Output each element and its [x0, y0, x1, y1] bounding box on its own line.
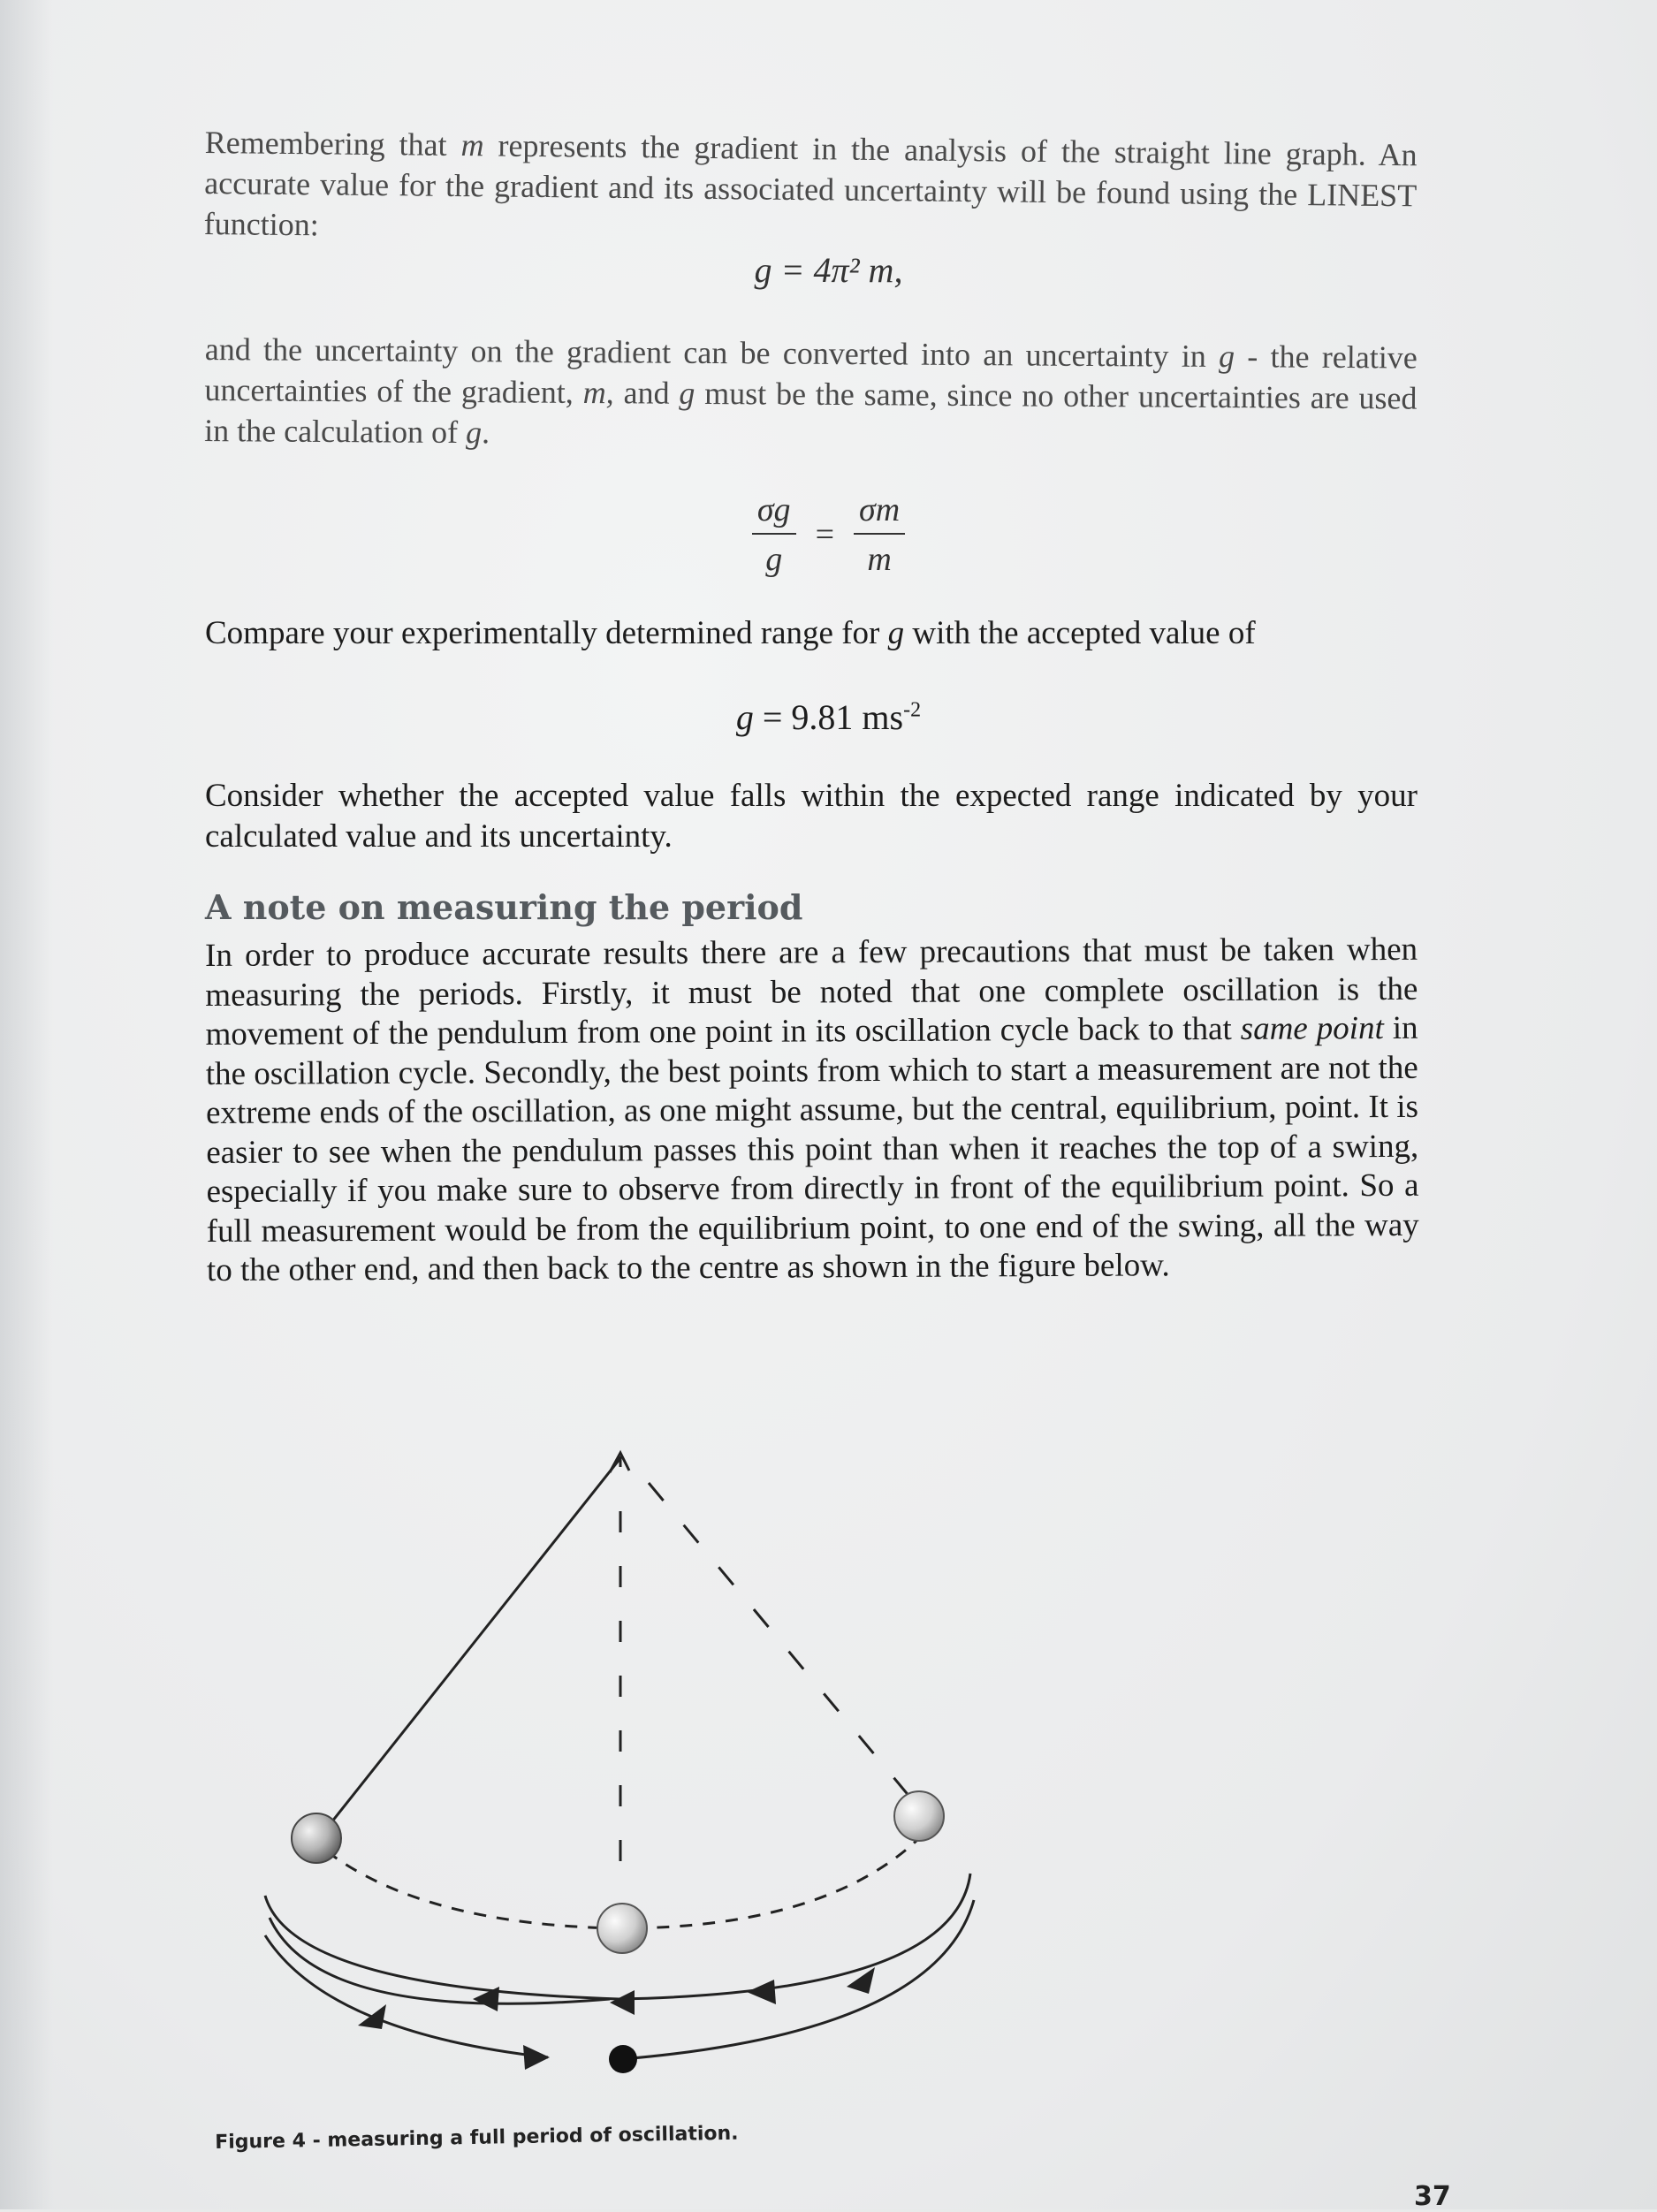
accepted-value-equation: g = 9.81 $ms^{-2}$: [735, 697, 922, 737]
bob-right: [894, 1791, 944, 1841]
start-point-dot: [609, 2045, 637, 2073]
consider-paragraph: Consider whether the accepted value falls within the expected range indicated by your calculated value and its uncertainty.: [205, 778, 1418, 855]
page-number: 37: [1414, 2181, 1451, 2212]
arrowhead-icon: [747, 1980, 776, 2004]
arrowhead-icon: [523, 2045, 550, 2070]
section-heading: A note on measuring the period: [205, 887, 803, 927]
string-left: [322, 1458, 620, 1835]
gravity-equation: g = 4π² m,: [754, 250, 903, 290]
compare-paragraph: Compare your experimentally determined range for g with the accepted value of: [205, 615, 1256, 651]
inner-arc-right: [622, 1900, 974, 2059]
uncertainty-paragraph: and the uncertainty on the gradient can be converted into an uncertainty in g - the relative uncertainties of the gradient, m, and g must be the same, since no other uncertainties are used in the calculation of g.: [204, 331, 1418, 451]
arrowhead-icon: [358, 2004, 386, 2029]
fraction-right: $\frac{\sigma m}{m}$: [854, 490, 905, 579]
bob-center: [597, 1904, 647, 1953]
arrowhead-icon: [610, 1990, 635, 2015]
relative-uncertainty-equation: $\frac{\sigma g}{g}$ = $\frac{\sigma m}{m}$: [0, 488, 1657, 579]
bob-left: [292, 1813, 341, 1863]
string-right: [649, 1483, 919, 1808]
fraction-left: $\frac{\sigma g}{g}$: [752, 490, 796, 579]
figure-caption: Figure 4 - measuring a full period of oscillation.: [215, 2122, 739, 2154]
period-paragraph: In order to produce accurate results there are a few precautions that must be taken when measuring the periods. Firstly, it must be noted that one complete oscillation is the movement of the pendulum from one point in its oscillation cycle back to that same point in the oscillation cycle. Secondly, the best points from which to start a measurement are not the extreme ends of the oscillation, as one might assume, but the central, equilibrium, point. It is easier to see when the pendulum passes this point than when it reaches the top of a swing, especially if you make sure to observe from directly in front of the equilibrium point. So a full measurement would be from the equilibrium point, to one end of the swing, all the way to the other end, and then back to the centre as shown in the figure below.: [205, 931, 1419, 1288]
intro-paragraph: Remembering that m represents the gradient in the analysis of the straight line graph. An accurate value for the gradient and its associated uncertainty will be found using the LINEST function:: [203, 124, 1418, 243]
